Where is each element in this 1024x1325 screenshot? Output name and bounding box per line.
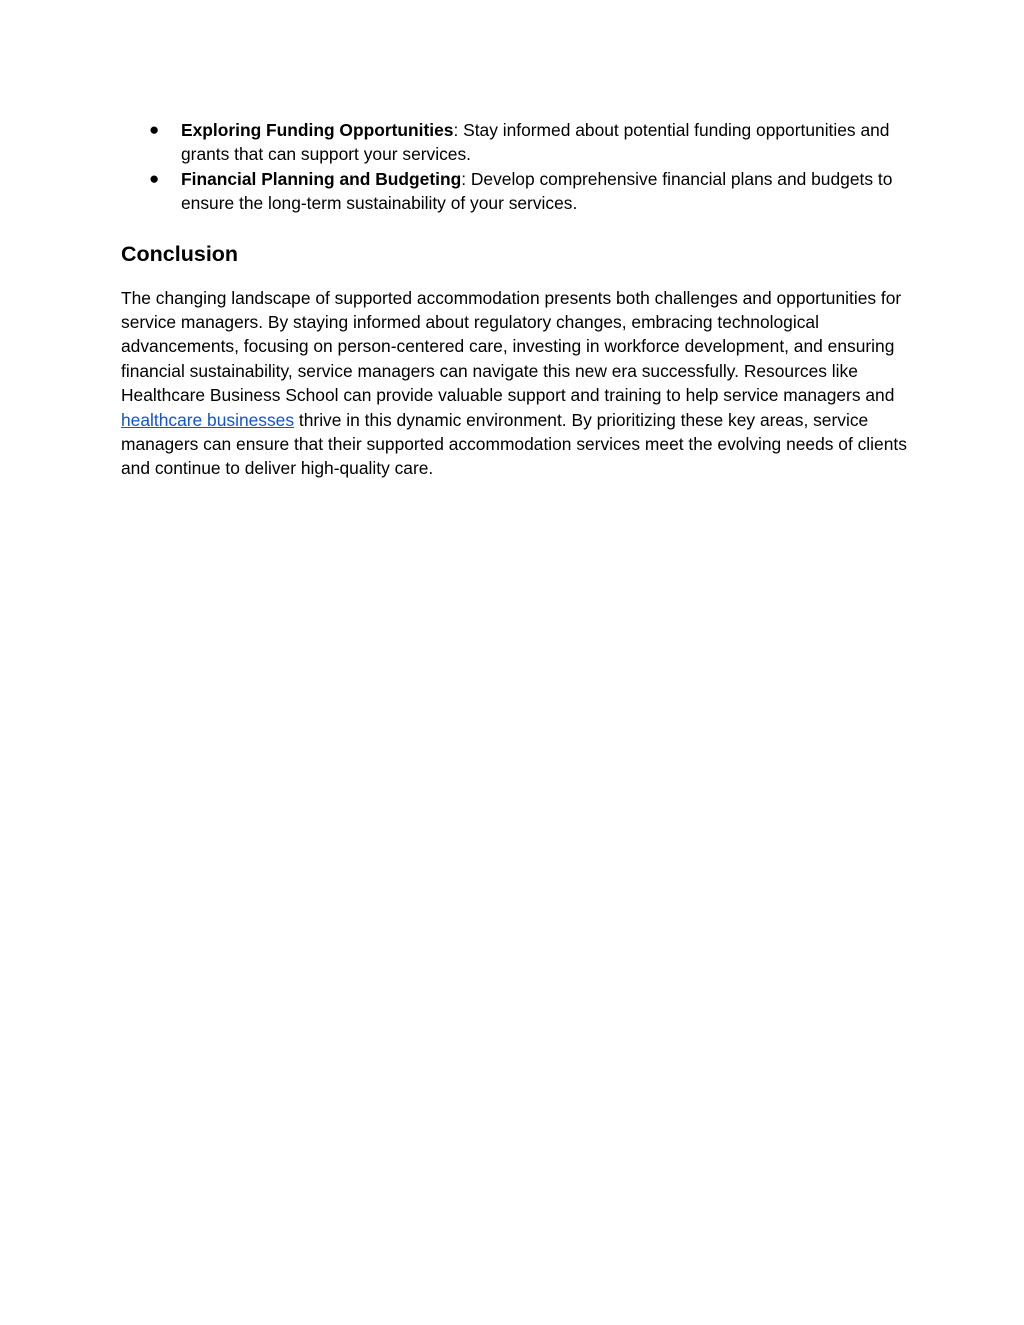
bullet-text: : Stay informed about potential funding opportunities and grants that can support your services. bbox=[181, 120, 890, 165]
bullet-text: : Develop comprehensive financial plans and budgets to ensure the long-term sustainability of your services. bbox=[181, 168, 893, 214]
bullet-term: Exploring Funding Opportunities bbox=[181, 120, 454, 140]
bullet-item-financial-planning bbox=[121, 167, 911, 216]
conclusion-text-after-link: thrive in this dynamic environment. By prioritizing these key areas, service managers can ensure that their supported accommodation services meet the evolving needs of clients and continue to deliver high-quality care. bbox=[121, 409, 907, 479]
bullet-item-funding-opportunities bbox=[121, 118, 911, 167]
conclusion-heading: Conclusion bbox=[121, 241, 239, 266]
bullet-icon: ● bbox=[149, 120, 160, 139]
bullet-list bbox=[121, 118, 911, 216]
document-page bbox=[121, 118, 911, 481]
conclusion-paragraph bbox=[121, 286, 911, 481]
healthcare-businesses-link[interactable]: healthcare businesses bbox=[121, 409, 295, 430]
conclusion-text-before-link: The changing landscape of supported accommodation presents both challenges and opportunities for service managers. By staying informed about regulatory changes, embracing technological advancements, focusing on person-centered care, investing in workforce development, and ensuring financial sustainability, service managers can navigate this new era successfully. Resources like Healthcare Business School can provide valuable support and training to help service managers and bbox=[121, 287, 902, 406]
bullet-icon: ● bbox=[149, 168, 160, 188]
bullet-term: Financial Planning and Budgeting bbox=[181, 168, 462, 189]
